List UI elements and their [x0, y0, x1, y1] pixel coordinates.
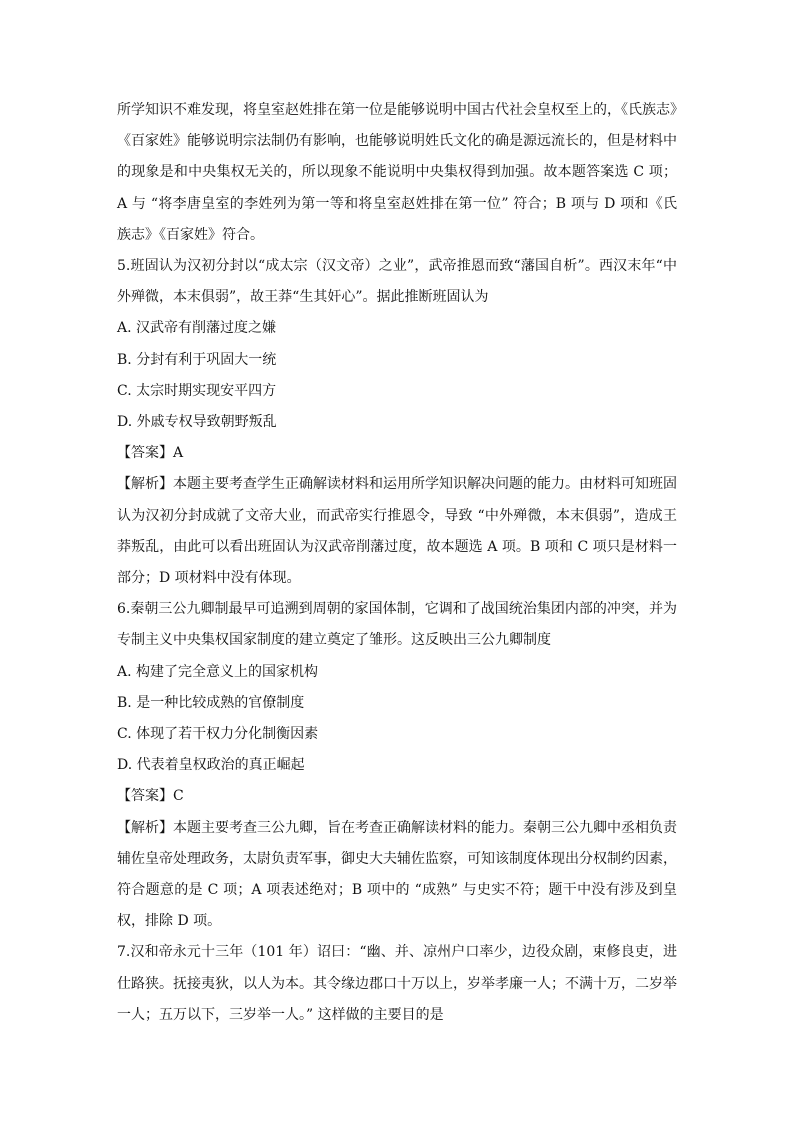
- document-page: [117, 95, 677, 1031]
- question-5-answer: 【答案】A: [117, 445, 184, 462]
- question-6-option-d: D. 代表着皇权政治的真正崛起: [117, 757, 305, 774]
- question-7-stem: 7.汉和帝永元十三年（101 年）诏曰：“幽、并、凉州户口率少，边役众剧，束修良吏，进仕路狭。抚接夷狄，以人为本。其令缘边郡口十万以上，岁举孝廉一人；不满十万，二岁举一人；五万以下，三岁举一人。” 这样做的主要目的是: [117, 944, 677, 1023]
- question-5-analysis: 【解析】本题主要考查学生正确解读材料和运用所学知识解决问题的能力。由材料可知班固认为汉初分封成就了文帝大业，而武帝实行推恩令，导致 “中外殚微，本末俱弱”，造成王莽叛乱，由此可以看出班固认为汉武帝削藩过度，故本题选 A 项。B 项和 C 项只是材料一部分；D 项材料中没有体现。: [117, 476, 677, 587]
- question-5-option-a: A. 汉武帝有削藩过度之嫌: [117, 320, 277, 337]
- question-6-answer: 【答案】C: [117, 788, 184, 805]
- question-5-option-b: B. 分封有利于巩固大一统: [117, 351, 277, 368]
- question-6-option-a: A. 构建了完全意义上的国家机构: [117, 663, 319, 680]
- question-6-analysis: 【解析】本题主要考查三公九卿，旨在考查正确解读材料的能力。秦朝三公九卿中丞相负责辅佐皇帝处理政务，太尉负责军事，御史大夫辅佐监察，可知该制度体现出分权制约因素，符合题意的是 C 项；A 项表述绝对；B 项中的 “成熟” 与史实不符；题干中没有涉及到皇权，排除 D 项。: [117, 819, 677, 930]
- question-6-option-c: C. 体现了若干权力分化制衡因素: [117, 726, 319, 743]
- intro-paragraph: 所学知识不难发现，将皇室赵姓排在第一位是能够说明中国古代社会皇权至上的，《氏族志》《百家姓》能够说明宗法制仍有影响，也能够说明姓氏文化的确是源远流长的，但是材料中的现象是和中央集权无关的，所以现象不能说明中央集权得到加强。故本题答案选 C 项；A 与 “将李唐皇室的李姓列为第一等和将皇室赵姓排在第一位” 符合；B 项与 D 项和《氏族志》《百家姓》符合。: [117, 102, 677, 243]
- question-6-option-b: B. 是一种比较成熟的官僚制度: [117, 694, 305, 711]
- question-6-stem: 6.秦朝三公九卿制最早可追溯到周朝的家国体制，它调和了战国统治集团内部的冲突，并为专制主义中央集权国家制度的建立奠定了雏形。这反映出三公九卿制度: [117, 601, 677, 649]
- question-5-option-d: D. 外戚专权导致朝野叛乱: [117, 414, 277, 431]
- question-5-option-c: C. 太宗时期实现安平四方: [117, 382, 277, 399]
- question-5-stem: 5.班固认为汉初分封以“成太宗（汉文帝）之业”，武帝推恩而致“藩国自析”。西汉末年“中外殚微，本末俱弱”，故王莽“生其奸心”。据此推断班固认为: [117, 258, 677, 306]
